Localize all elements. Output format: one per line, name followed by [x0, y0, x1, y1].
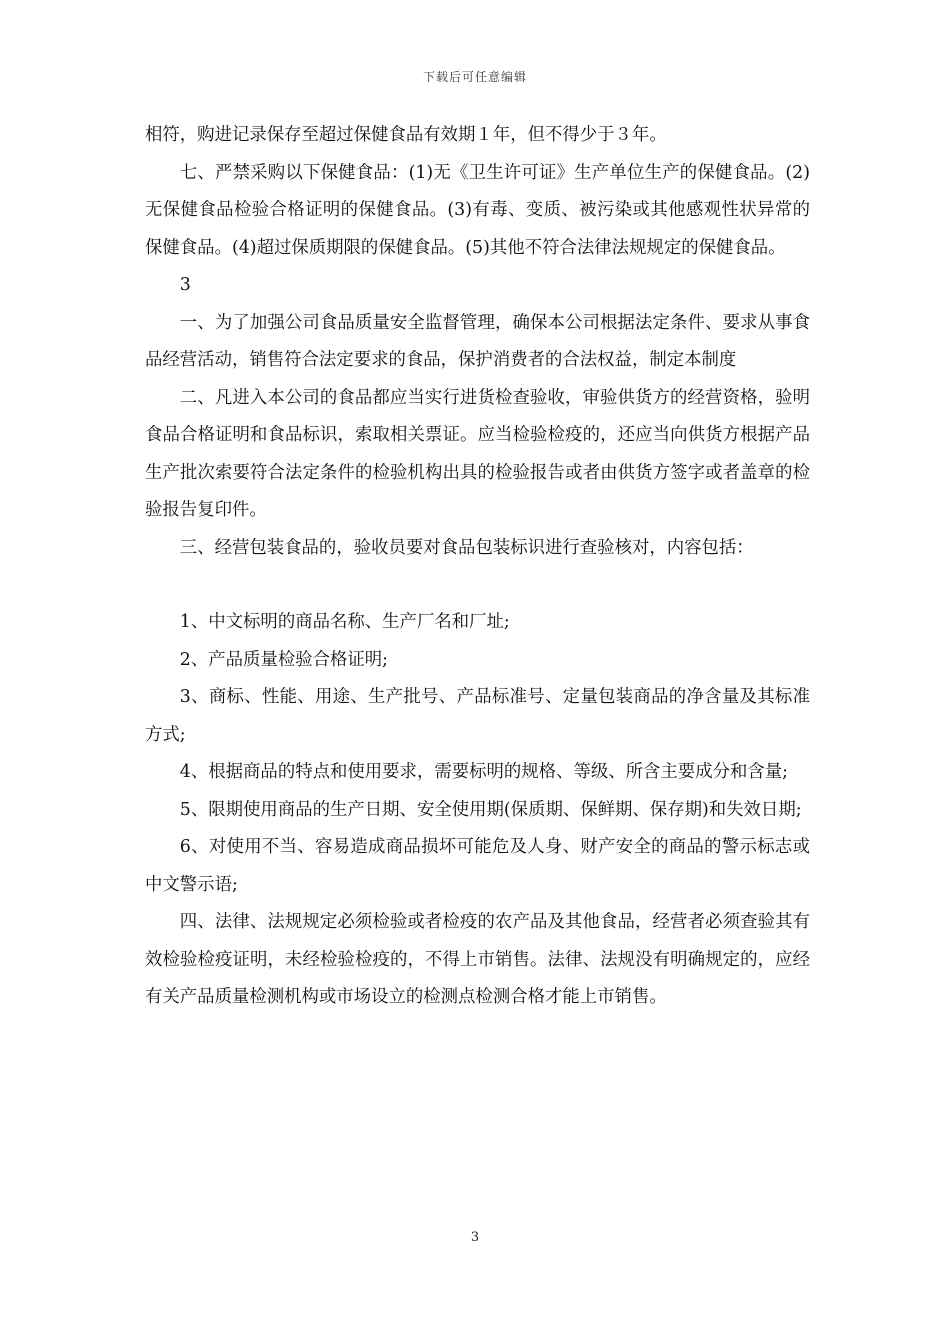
- page-number: 3: [470, 1230, 480, 1245]
- list-item: 5、限期使用商品的生产日期、安全使用期(保质期、保鲜期、保存期)和失效日期;: [179, 799, 802, 820]
- list-item: 1、中文标明的商品名称、生产厂名和厂址;: [179, 612, 510, 632]
- list-item: 3、商标、性能、用途、生产批号、产品标准号、定量包装商品的净含量及其标准方式;: [145, 687, 810, 745]
- paragraph-item-2: 二、凡进入本公司的食品都应当实行进货检查验收，审验供货方的经营资格，验明食品合格证明和食品标识，索取相关票证。应当检验检疫的，还应当向供货方根据产品生产批次索要符合法定条件的检验机构出具的检验报告或者由供货方签字或者盖章的检验报告复印件。: [145, 387, 810, 520]
- paragraph-item-4: 四、法律、法规规定必须检验或者检疫的农产品及其他食品，经营者必须查验其有效检验检疫证明，未经检验检疫的，不得上市销售。法律、法规没有明确规定的，应经有关产品质量检测机构或市场设立的检测点检测合格才能上市销售。: [145, 912, 810, 1007]
- section-number: 3: [179, 275, 191, 295]
- list-item: 2、产品质量检验合格证明;: [179, 649, 389, 670]
- paragraph-item-1: 一、为了加强公司食品质量安全监督管理，确保本公司根据法定条件、要求从事食品经营活动，销售符合法定要求的食品，保护消费者的合法权益，制定本制度: [145, 312, 810, 370]
- document-body: [145, 117, 810, 1017]
- paragraph-continuation: 相符，购进记录保存至超过保健食品有效期１年，但不得少于３年。: [145, 125, 667, 145]
- list-item: 4、根据商品的特点和使用要求，需要标明的规格、等级、所含主要成分和含量;: [179, 762, 789, 782]
- paragraph-section-7: 七、严禁采购以下保健食品：(1)无《卫生许可证》生产单位生产的保健食品。(2)无保健食品检验合格证明的保健食品。(3)有毒、变质、被污染或其他感观性状异常的保健食品。(4)超过保质期限的保健食品。(5)其他不符合法律法规规定的保健食品。: [145, 162, 810, 258]
- paragraph-item-3: 三、经营包装食品的，验收员要对食品包装标识进行查验核对，内容包括：: [179, 537, 754, 558]
- page-header: 下载后可任意编辑: [422, 70, 527, 84]
- list-item: 6、对使用不当、容易造成商品损坏可能危及人身、财产安全的商品的警示标志或中文警示语;: [145, 837, 810, 895]
